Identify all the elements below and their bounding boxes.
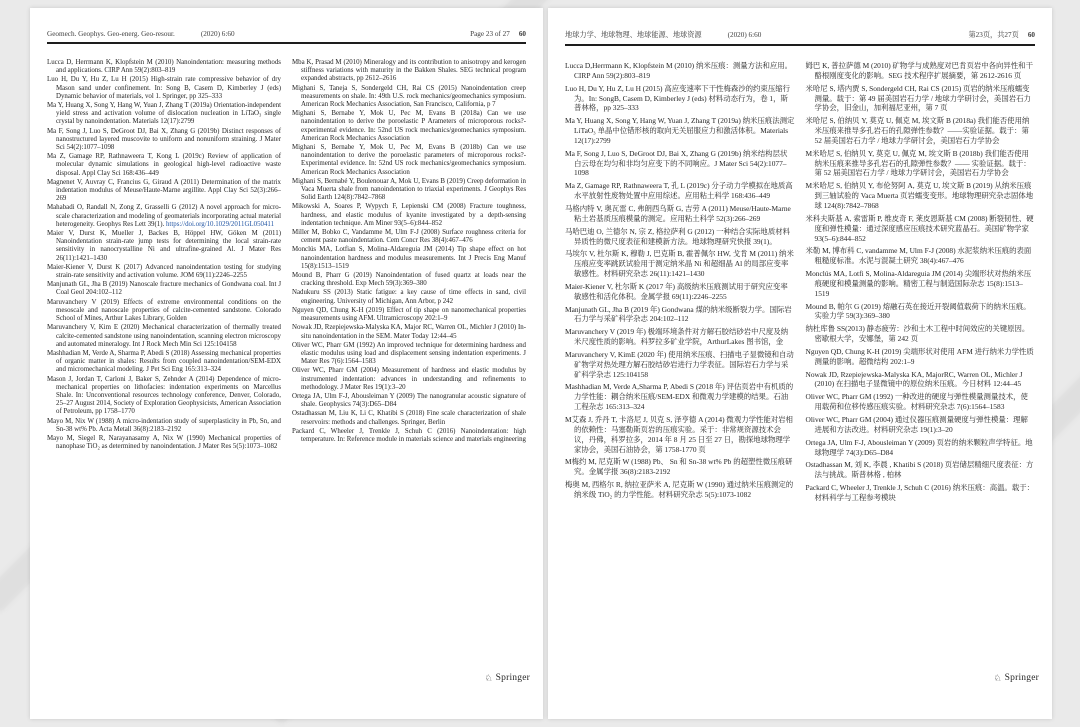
reference-entry: Maruvanchery V, Kim E (2020) Mechanical characterization of thermally treated calcite-cemented sandstone using nanoindentation, scanning electron microscopy and automated mineralogy. Int J Rock Mech Min Sci 125:104158 <box>47 324 281 348</box>
reference-entry: Mayo M, Nix W (1988) A micro-indentation study of superplasticity in Pb, Sn, and Sn-38 wt% Pb. Acta Metall 36(8):2183–2192 <box>47 417 281 433</box>
reference-entry: Maier-Kiener V, 杜尔斯 K (2017 年) 高级纳米压痕测试用于研究应变率敏感性和活化体积。金属学报 69(11):2246–2255 <box>565 281 788 301</box>
issue-info: (2020) 6:60 <box>200 30 235 38</box>
reference-entry: 米哈尼 S, 伯纳贝 Y, 莫克 U, 佩克 M, 埃文斯 B (2018a) 我们能否使用纳米压痕来推导多孔岩石的孔隙弹性参数？——实验证据。载于：第 52 届美国岩石力学 / 地球力学研讨会，美国岩石力学协会 <box>805 116 1030 145</box>
reference-entry: Maier V, Durst K, Mueller J, Backes B, Höppel HW, Göken M (2011) Nanoindentation strain-rate jump tests for determining the local strain-rate sensitivity in nanocrystalline Ni and ultrafine-grained Al. J Mater Res 26(11):1421–1430 <box>47 230 281 262</box>
reference-entry: Mighani S, Bernabé Y, Boulenouar A, Mok U, Evans B (2019) Creep deformation in Vaca Muerta shale from nanoindentation to triaxial experiments. J Geophys Res Solid Earth 124(8):7842–7868 <box>292 177 526 202</box>
reference-entry: Packard C, Wheeler J, Trenkle J, Schuh C (2016) 纳米压痕：高温。载于：材料科学与工程参考模块 <box>805 483 1035 502</box>
reference-entry: Ortega JA, Ulm F-J, Abousleiman Y (2009) 页岩的纳米颗粒声学特征。地球物理学 74(3):D65–D84 <box>805 437 1033 457</box>
reference-entry: Luo H, Du Y, Hu Z, Lu H (2015) High-strain rate compressive behavior of dry Mason sand under confinement. In: Song B, Casem D, Kimberley J (eds) Dynamic behavior of materials, vol 1. Springer, pp 325–333 <box>47 76 281 100</box>
doi-link[interactable]: https://doi.org/10.1029/2011GL050411 <box>165 220 275 228</box>
header-rule <box>47 42 526 44</box>
reference-entry: Mayo M, Siegel R, Narayanasamy A, Nix W (1990) Mechanical properties of nanophase TiO₂ as determined by nanoindentation. J Mater Res 5(5):1073–1082 <box>47 434 281 451</box>
reference-entry: Nowak JD, Rzepiejewska-Malyska KA, MajorRC, Warren OL, Michler J (2010) 在扫描电子显微镜中的原位纳米压痕。今日材料 12:44–45 <box>805 369 1023 389</box>
reference-entry: Ma F, Song J, Luo S, DeGroot DJ, Bai X, Zhang G (2019b) 纳米结构层状白云母在均匀和非均匀应变下的不同响应。J Mater Sci 54(2):1077–1098 <box>565 148 788 178</box>
reference-entry: Manjunath GL, Jha B (2019 年) Gondwana 煤的纳米级断裂力学。国际岩石力学与采矿科学杂志 204:102–112 <box>565 304 792 324</box>
reference-entry: Ma Y, Huang X, Song Y, Hang W, Yuan J, Zhang T (2019a) 纳米压痕法测定 LiTaO₃ 单晶中位错形核的取向无关屈服应力和激活体积。Materials 12(17):2799 <box>565 116 795 145</box>
reference-entry: Miller M, Bobko C, Vandamme M, Ulm F-J (2008) Surface roughness criteria for cement paste nanoindentation. Cem Concr Res 38(4):467–476 <box>292 229 526 245</box>
reference-entry: Maruvanchery V (2019 年) 极端环境条件对方解石胶结砂岩中尺度及纳米尺度性质的影响。科罗拉多矿业学院，ArthurLakes 图书馆，金 <box>565 327 789 347</box>
page-right-chinese <box>548 8 1052 719</box>
references-column-left <box>47 59 281 452</box>
publisher-logo <box>994 673 1039 683</box>
references-section <box>565 61 1035 506</box>
reference-entry: Nguyen QD, Chung K-H (2019) 尖端形状对使用 AFM 进行纳米力学性质测量的影响。超微结构 202:1–9 <box>805 346 1034 366</box>
reference-entry: Mighani S, Bernabe Y, Mok U, Pec M, Evans B (2018b) Can we use nanoindentation to derive the poroelastic parameters of microporous rocks?-Experimental evidence. In: 52nd US rock mechanics/geomechanics symposium. American Rock Mechanics Association <box>292 144 526 176</box>
page-number-info: Page 23 of 27 <box>470 30 510 38</box>
reference-entry: Oliver WC, Pharr GM (1992) 一种改进的硬度与弹性模量测量技术，使用载荷和位移传感压痕实验。材料研究杂志 7(6):1564–1583 <box>805 392 1028 412</box>
reference-entry: Mound B, 帕尔 G (2019) 熔融石英在接近开裂阈值载荷下的纳米压痕。实验力学 59(3):369–380 <box>805 301 1031 321</box>
publisher-name: Springer <box>1004 673 1039 683</box>
reference-entry: Oliver WC, Pharr GM (2004) 通过仪器压痕测量硬度与弹性模量：理解进展和方法改进。材料研究杂志 19(1):3–20 <box>805 415 1028 434</box>
reference-entry: 梅奥 M, 西格尔 R, 纳拉亚萨米 A, 尼克斯 W (1990) 通过纳米压痕测定的纳米级 TiO₂ 的力学性能。材料研究杂志 5(5):1073-1082 <box>565 480 794 499</box>
reference-entry: Ma Z, Gamage RP, Rathnaweera T, 孔 L (2019c) 分子动力学模拟在地质高水平放射性废物处置中应用综述。应用粘土科学 168:436–449 <box>565 181 793 201</box>
publisher-logo <box>485 673 530 683</box>
reference-entry: Magnenet V, Auvray C, Francius G, Giraud A (2011) Determination of the matrix indentation modulus of Meuse/Haute-Marne argillite. Appl Clay Sci 52(3):266–269 <box>47 178 281 203</box>
reference-entry: Ostadhassan M, Liu K, Li C, Khatibi S (2018) Fine scale characterization of shale reservoirs: methods and challenges. Springer, Berlin <box>292 410 526 426</box>
reference-entry: Oliver WC, Pharr GM (1992) An improved technique for determining hardness and elastic modulus using load and displacement sensing indentation experiments. J Mater Res 7(6):1564–1583 <box>292 341 526 366</box>
reference-entry: Lucca D,Herrmann K, Klopfstein M (2010) 纳米压痕：测量方法和应用。CIRP Ann 59(2):803–819 <box>565 61 793 80</box>
reference-entry: 姆巴 K, 普拉萨德 M (2010) 矿物学与成熟度对巴肯页岩中各向异性和干酪根刚度变化的影响。SEG 技术程序扩展摘要，第 2612-2616 页 <box>805 61 1033 80</box>
reference-entry: Nowak JD, Rzepiejewska-Malyska KA, Major RC, Warren OL, Michler J (2010) In-situ nanoindentation in the SEM. Mater Today 12:44–45 <box>292 324 526 340</box>
reference-entry: 米哈尼 S, 塔内贾 S, Sondergeld CH, Rai CS (2015) 页岩的纳米压痕蠕变测量。载于：第 49 届美国岩石力学 / 地球力学研讨会，美国岩石力学协会，旧金山，加利福尼亚州，第 7 页 <box>805 83 1031 113</box>
reference-entry: Mikowski A, Soares P, Wypych F, Lepienski CM (2008) Fracture toughness, hardness, and elastic modulus of kyanite investigated by a depth-sensing indentation technique. Am Miner 93(5–6):844–852 <box>292 203 526 227</box>
reference-entry: Oliver WC, Pharr GM (2004) Measurement of hardness and elastic modulus by instrumented indentation: advances in understanding and refinements to methodology. J Mater Res 19(1):3–20 <box>292 367 526 391</box>
springer-knight-icon: ♘ <box>993 672 1002 683</box>
journal-name: Geomech. Geophys. Geo-energ. Geo-resour. <box>47 30 175 38</box>
reference-entry: Monclús MA, Lotfi S, Molina-Aldareguia JM (2014) 尖端形状对热纳米压痕硬度和模量测量的影响。精密工程与制造国际杂志 15(8):1513–1519 <box>805 269 1032 298</box>
reference-entry: Mason J, Jordan T, Carloni J, Baker S, Zehnder A (2014) Dependence of micro-mechanical properties on lithofacies: indentation experiments on Marcellus Shale. In: Unconventional resources technology conference, Denver, Colorado, 25–27 August 2014, Society of Exploration Geophysicists, American Association of Petroleum, pp 1758–1770 <box>47 375 281 416</box>
page-header <box>47 30 526 38</box>
reference-entry: Packard C, Wheeler J, Trenkle J, Schuh C (2016) Nanoindentation: high temperature. In: Reference module in materials science and materials engineering <box>292 427 526 443</box>
publisher-name: Springer <box>495 673 530 683</box>
reference-entry: M米哈尼 S, 伯纳贝 Y, 莫克 U, 佩克 M, 埃文斯 B (2018b) 我们能否使用纳米压痕来推导多孔岩石的孔隙弹性参数？—— 实验证据。载于：第 52 届美国岩石力学 / 地球力学研讨会，美国岩石力学协会 <box>805 148 1031 178</box>
reference-entry: Luo H, Du Y, Hu Z, Lu H (2015) 高应变速率下干性梅森沙的约束压缩行为。In: SongB, Casem D, Kimberley J (eds) 材料动态行为，卷 1，斯普林格，pp 325–333 <box>565 83 790 113</box>
reference-entry: 马埃尔 V, 杜尔斯 K, 穆勒 J, 巴克斯 B, 霍普佩尔 HW, 戈肯 M (2011) 纳米压痕应变率跳跃试验用于测定纳米晶 Ni 和超细晶 Al 的局部应变率敏感性。材料研究杂志 26(11):1421–1430 <box>565 249 794 279</box>
reference-entry: Ma F, Song J, Luo S, DeGroot DJ, Bai X, Zhang G (2019b) Distinct responses of nanostructured layered muscovite to uniform and nonuniform straining. J Mater Sci 54(2):1077–1098 <box>47 127 281 152</box>
reference-entry: M梅约 M, 尼克斯 W (1988) Pb、 Sn 和 Sn-38 wt% Pb 的超塑性微压痕研究。金属学报 36(8):2183-2192 <box>565 457 793 477</box>
page-header <box>565 30 1035 40</box>
page-left-english <box>30 8 543 719</box>
references-column-right <box>806 61 1036 506</box>
journal-name: 地球力学、地球物理、地球能源、地球资源 <box>565 31 702 39</box>
reference-entry: Ostadhassan M, 刘 K, 李晨 , Khatibi S (2018) 页岩储层精细尺度表征：方法与挑战。斯普林格 , 柏林 <box>805 460 1034 480</box>
references-column-left <box>565 61 795 506</box>
header-rule <box>565 44 1035 46</box>
reference-entry: M米哈尼 S, 伯纳贝 Y, 布伦努阿 A, 莫克 U, 埃文斯 B (2019) 从纳米压痕到三轴试验的 Vaca Muerta 页岩蠕变变形。地球物理研究杂志固体地球 124(8):7842–7868 <box>805 181 1034 210</box>
page-number-info: 第23页，共27页 <box>968 31 1019 39</box>
reference-entry: Manjunath GL, Jha B (2019) Nanoscale fracture mechanics of Gondwana coal. Int J Coal Geol 204:102–112 <box>47 281 281 297</box>
references-column-right <box>292 59 526 452</box>
references-section <box>47 59 526 452</box>
reference-entry: Mashhadian M, Verde A,Sharma P, Abedi S (2018 年) 评估页岩中有机质的力学性能：耦合纳米压痕/SEM-EDX 和微观力学建模的结果。石油工程杂志 165:313–324 <box>565 382 794 412</box>
reference-entry: M艾森 J, 乔丹 T, 卡洛尼 J, 贝克 S, 泽亨德 A (2014) 微观力学性能对岩相的依赖性：马塞勒斯页岩的压痕实验。采于：非常规资源技术会议，丹佛，科罗拉多，2014 年 8 月 25 日至 27 日，勘探地球物理学家协会，美国石油协会，第 1758-1770 页 <box>565 415 793 454</box>
springer-knight-icon: ♘ <box>484 672 493 683</box>
reference-entry: Mighani S, Bernabe Y, Mok U, Pec M, Evans B (2018a) Can we use nanoindentation to derive the poroelastic P Arameters of microporous rocks?-experimental evidence. In: 52nd US rock mechanics/geomechanics symposium. American Rock Mechanics Association <box>292 110 526 142</box>
reference-entry: Maruvanchery V (2019) Effects of extreme environmental conditions on the mesoscale and nanoscale properties of calcite-cemented sandstone. Colorado School of Mines, Arthur Lakes Library, Golden <box>47 298 281 323</box>
reference-entry: Mahabadi O, Randall N, Zong Z, Grasselli G (2012) A novel approach for micro-scale characterization and modeling of geomaterials incorporating actual material heterogeneity. Geophys Res Lett 39(1). https://doi.org/10.1029/2011GL050411 <box>47 204 281 228</box>
reference-entry: Maier-Kiener V, Durst K (2017) Advanced nanoindentation testing for studying strain-rate sensitivity and activation volume. JOM 69(11):2246–2255 <box>47 263 281 280</box>
reference-entry: Ma Z, Gamage RP, Rathnaweera T, Kong L (2019c) Review of application of molecular dynamic simulations in geological high-level radioactive waste disposal. Appl Clay Sci 168:436–449 <box>47 153 281 177</box>
reference-entry: 米科夫斯基 A, 索雷斯 P, 维皮奇 F, 莱皮恩斯基 CM (2008) 断裂韧性、硬度和弹性模量：通过深度感应压痕技术研究蓝晶石。美国矿物学家 93(5–6):844–852 <box>805 213 1034 243</box>
reference-entry: Nadukuru SS (2013) Static fatigue: a key cause of time effects in sand, civil engineering. University of Michigan, Ann Arbor, p 242 <box>292 289 526 305</box>
reference-entry: Ortega JA, Ulm F-J, Abousleiman Y (2009) The nanogranular acoustic signature of shale. Geophysics 74(3):D65–D84 <box>292 392 526 409</box>
reference-entry: Nguyen QD, Chung K-H (2019) Effect of tip shape on nanomechanical properties measurements using AFM. Ultramicroscopy 202:1–9 <box>292 306 526 323</box>
reference-entry: Monclús MA, Lotfian S, Molina-Aldareguia JM (2014) Tip shape effect on hot nanoindentation hardness and modulus measurements. Int J Precis Eng Manuf 15(8):1513–1519 <box>292 246 526 270</box>
reference-entry: Mound B, Pharr G (2019) Nanoindentation of fused quartz at loads near the cracking threshold. Exp Mech 59(3):369–380 <box>292 272 526 288</box>
article-number: 60 <box>1027 31 1035 39</box>
issue-info: (2020) 6:60 <box>727 31 762 39</box>
article-number: 60 <box>518 30 526 38</box>
reference-entry: Mba K, Prasad M (2010) Mineralogy and its contribution to anisotropy and kerogen stiffness variations with maturity in the Bakken Shales. SEG technical program expanded abstracts, pp 2612–2616 <box>292 59 526 83</box>
reference-entry: 米勒 M, 博布科 C, vandamme M, Ulm F-J (2008) 水泥浆纳米压痕的表面粗糙度标准。水泥与混凝土研究 38(4):467–476 <box>805 246 1032 266</box>
reference-entry: Ma Y, Huang X, Song Y, Hang W, Yuan J, Zhang T (2019a) Orientation-independent yield stress and activation volume of dislocation nucleation in LiTaO₃ single crystal by nanoindentation. Materials 12(17):2799 <box>47 102 281 126</box>
reference-entry: 马格内特 V, 奥瓦雷 C, 弗朗西乌斯 G, 吉劳 A (2011) Meuse/Haute-Marne 粘土岩基质压痕模量的测定。应用粘土科学 52(3):266–269 <box>565 203 791 223</box>
reference-entry: 马哈巴迪 O, 兰德尔 N, 宗 Z, 格拉萨利 G (2012) 一种结合实际地质材料异质性的微尺度表征和建模新方法。地球物理研究快报 39(1)。 <box>565 226 790 246</box>
reference-entry: Lucca D, Herrmann K, Klopfstein M (2010) Nanoindentation: measuring methods and applications. CIRP Ann 59(2):803–819 <box>47 59 281 75</box>
reference-entry: 纳杜库鲁 SS(2013) 静态疲劳：沙和土木工程中时间效应的关键原因。密歇根大学，安娜堡，第 242 页 <box>805 324 1030 344</box>
reference-entry: Mashhadian M, Verde A, Sharma P, Abedi S (2018) Assessing mechanical properties of organic matter in shales: Results from coupled nanoindentation/SEM-EDX and micromechanical modeling. J Pet Sci Eng 165:313–324 <box>47 349 281 374</box>
reference-entry: Mighani S, Taneja S, Sondergeld CH, Rai CS (2015) Nanoindentation creep measurements on shale. In: 49th U.S. rock mechanics/geomechanics symposium. American Rock Mechanics Association, San Francisco, California, p 7 <box>292 84 526 109</box>
reference-entry: Maruvanchery V, KimE (2020 年) 使用纳米压痕、扫描电子显微镜和自动矿物学对热处理方解石胶结砂岩进行力学表征。国际岩石力学与采矿科学杂志 125:104158 <box>565 349 794 379</box>
